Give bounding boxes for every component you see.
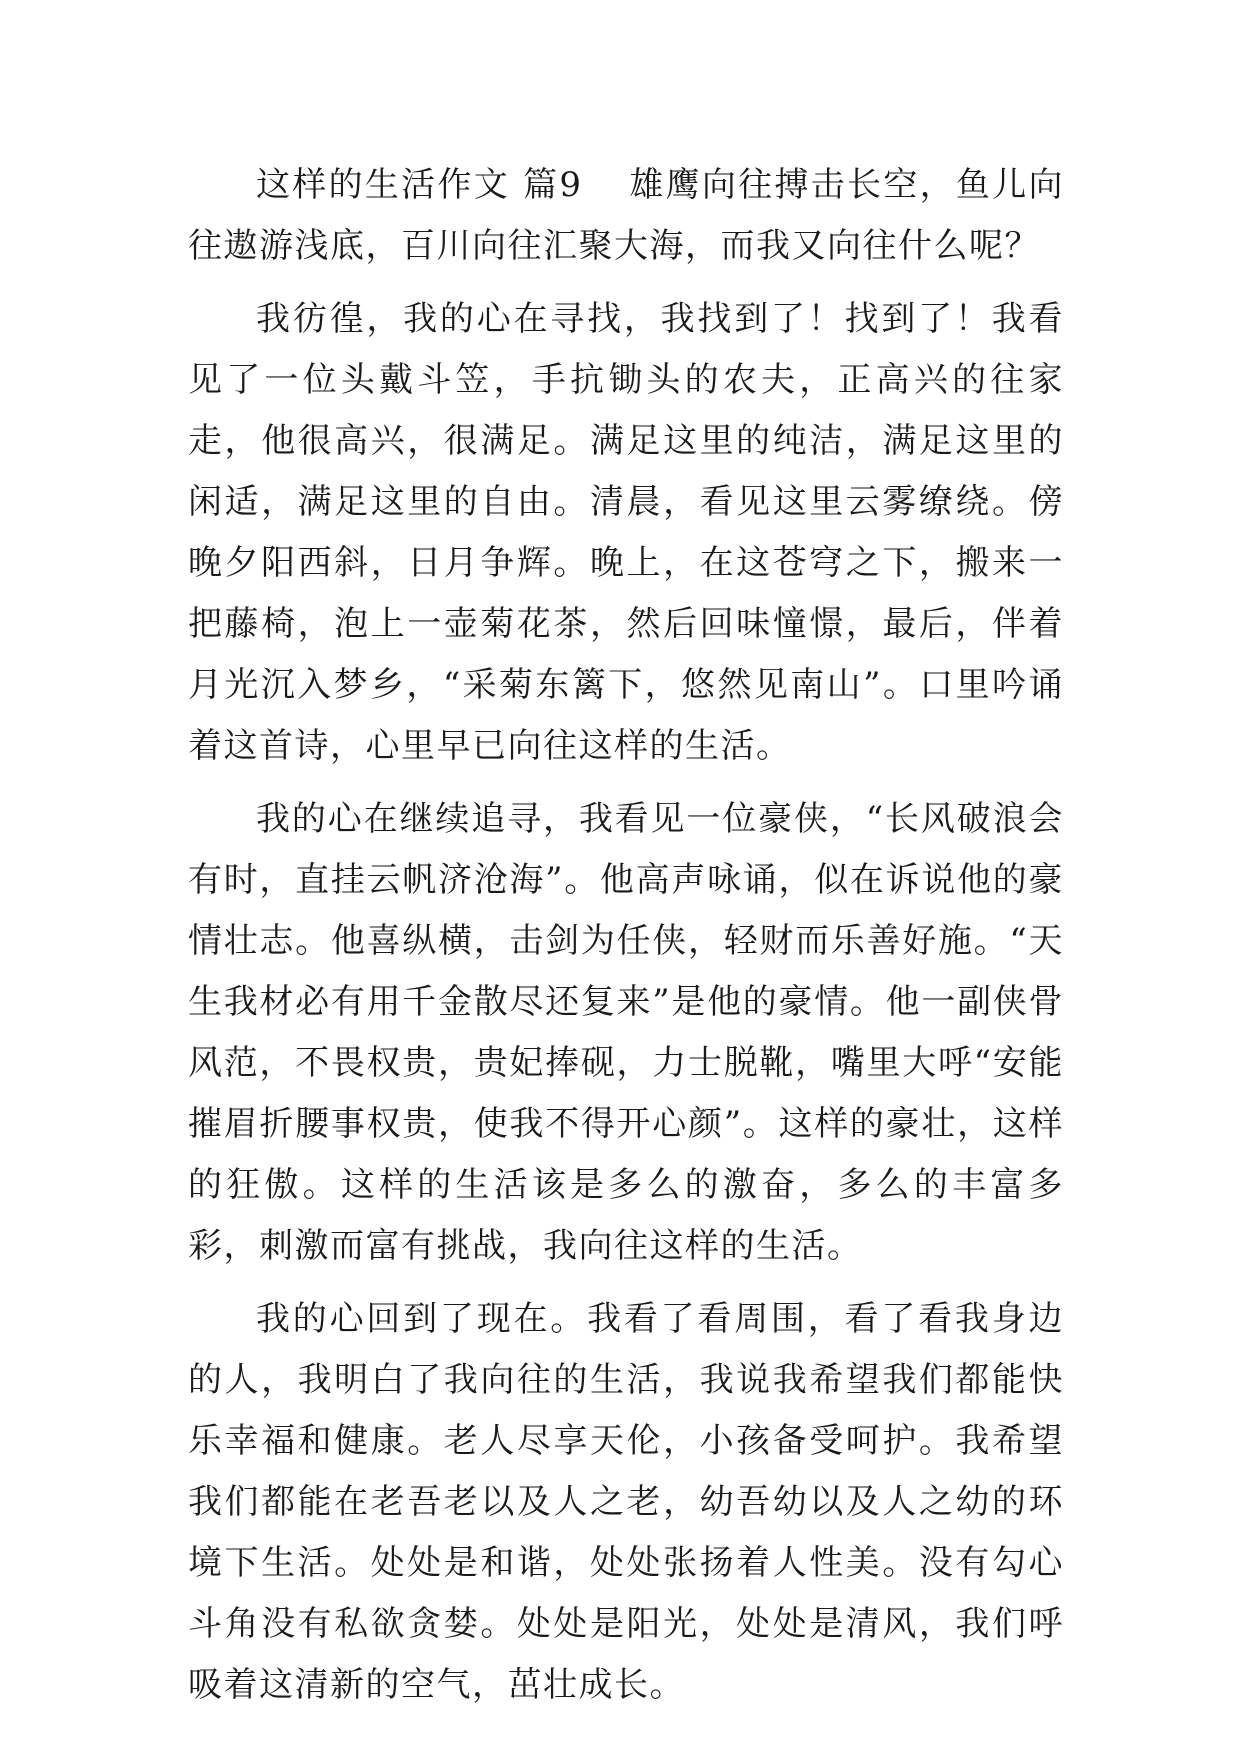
document-body <box>188 155 1064 1728</box>
paragraph-2: 我彷徨，我的心在寻找，我找到了！找到了！我看见了一位头戴斗笠，手抗锄头的农夫，正高兴的往家走，他很高兴，很满足。满足这里的纯洁，满足这里的闲适，满足这里的自由。清晨，看见这里云雾缭绕。傍晚夕阳西斜，日月争辉。晚上，在这苍穹之下，搬来一把藤椅，泡上一壶菊花茶，然后回味憧憬，最后，伴着月光沉入梦乡，“采菊东篱下，悠然见南山”。口里吟诵着这首诗，心里早已向往这样的生活。 <box>188 299 1064 766</box>
document-title: 这样的生活作文 篇9 <box>256 165 583 205</box>
paragraph-1 <box>188 155 1064 277</box>
paragraph-3: 我的心在继续追寻，我看见一位豪侠，“长风破浪会有时，直挂云帆济沧海”。他高声咏诵，似在诉说他的豪情壮志。他喜纵横，击剑为任侠，轻财而乐善好施。“天生我材必有用千金散尽还复来”是他的豪情。他一副侠骨风范，不畏权贵，贵妃捧砚，力士脱靴，嘴里大呼“安能摧眉折腰事权贵，使我不得开心颜”。这样的豪壮，这样的狂傲。这样的生活该是多么的激奋，多么的丰富多彩，刺激而富有挑战，我向往这样的生活。 <box>188 799 1064 1266</box>
paragraph-1-text: 雄鹰向往搏击长空，鱼儿向往遨游浅底，百川向往汇聚大海，而我又向往什么呢？ <box>188 165 1064 266</box>
paragraph-4: 我的心回到了现在。我看了看周围，看了看我身边的人，我明白了我向往的生活，我说我希望我们都能快乐幸福和健康。老人尽享天伦，小孩备受呵护。我希望我们都能在老吾老以及人之老，幼吾幼以及人之幼的环境下生活。处处是和谐，处处张扬着人性美。没有勾心斗角没有私欲贪婪。处处是阳光，处处是清风，我们呼吸着这清新的空气，茁壮成长。 <box>188 1299 1064 1705</box>
